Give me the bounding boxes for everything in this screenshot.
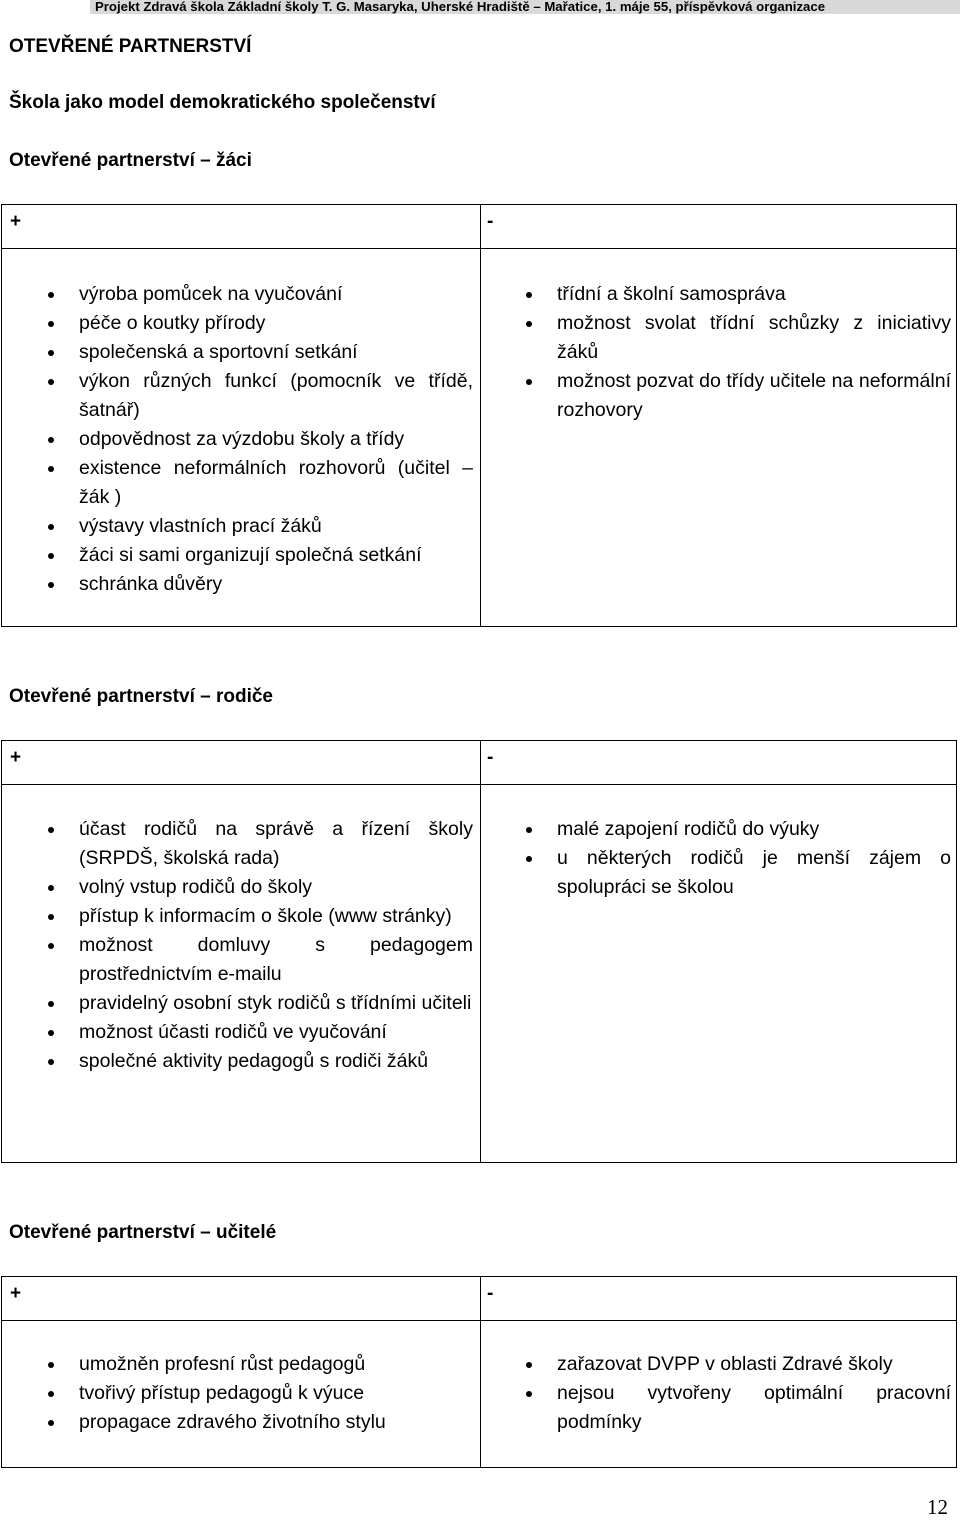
list-item: společenská a sportovní setkání [79, 338, 473, 367]
plus-list-rodice [79, 815, 473, 1076]
list-item: nejsou vytvořeny optimální pracovní podmínky [557, 1379, 951, 1437]
list-item: možnost domluvy s pedagogem prostřednictvím e-mailu [79, 931, 473, 989]
page-number: 12 [927, 1495, 948, 1519]
minus-label: - [487, 211, 494, 232]
minus-list-ucitele [557, 1350, 951, 1437]
list-item: pravidelný osobní styk rodičů s třídními učiteli [79, 989, 473, 1018]
list-item: tvořivý přístup pedagogů k výuce [79, 1379, 473, 1408]
plus-label: + [10, 747, 22, 768]
minus-label: - [487, 1283, 494, 1304]
list-item: schránka důvěry [79, 570, 473, 599]
list-item: umožněn profesní růst pedagogů [79, 1350, 473, 1379]
plus-label: + [10, 1283, 22, 1304]
list-item: výstavy vlastních prací žáků [79, 512, 473, 541]
list-item: možnost svolat třídní schůzky z iniciativy žáků [557, 309, 951, 367]
list-item: žáci si sami organizují společná setkání [79, 541, 473, 570]
minus-list-rodice [557, 815, 951, 902]
plus-list-ucitele [79, 1350, 473, 1437]
list-item: zařazovat DVPP v oblasti Zdravé školy [557, 1350, 951, 1379]
page-title: OTEVŘENÉ PARTNERSTVÍ [9, 36, 252, 57]
list-item: výroba pomůcek na vyučování [79, 280, 473, 309]
list-item: možnost účasti rodičů ve vyučování [79, 1018, 473, 1047]
minus-label: - [487, 747, 494, 768]
plus-list-zaci [79, 280, 473, 599]
list-item: propagace zdravého životního stylu [79, 1408, 473, 1437]
minus-list-zaci [557, 280, 951, 425]
page-subtitle: Škola jako model demokratického společenství [9, 92, 436, 113]
plus-minus-row-zaci [1, 204, 957, 249]
list-item: možnost pozvat do třídy učitele na neformální rozhovory [557, 367, 951, 425]
list-item: přístup k informacím o škole (www stránky) [79, 902, 473, 931]
section-heading-rodice: Otevřené partnerství – rodiče [9, 686, 273, 707]
section-heading-ucitele: Otevřené partnerství – učitelé [9, 1222, 277, 1243]
running-header: Projekt Zdravá škola Základní školy T. G. Masaryka, Uherské Hradiště – Mařatice, 1. máje 55, příspěvková organizace [95, 0, 826, 14]
section-heading-zaci: Otevřené partnerství – žáci [9, 150, 252, 171]
list-item: volný vstup rodičů do školy [79, 873, 473, 902]
list-item: u některých rodičů je menší zájem o spolupráci se školou [557, 844, 951, 902]
list-item: odpovědnost za výzdobu školy a třídy [79, 425, 473, 454]
list-item: existence neformálních rozhovorů (učitel – žák ) [79, 454, 473, 512]
list-item: třídní a školní samospráva [557, 280, 951, 309]
list-item: společné aktivity pedagogů s rodiči žáků [79, 1047, 473, 1076]
list-item: péče o koutky přírody [79, 309, 473, 338]
plus-label: + [10, 211, 22, 232]
plus-minus-row-rodice [1, 740, 957, 785]
plus-minus-row-ucitele [1, 1276, 957, 1321]
list-item: malé zapojení rodičů do výuky [557, 815, 951, 844]
list-item: výkon různých funkcí (pomocník ve třídě, šatnář) [79, 367, 473, 425]
list-item: účast rodičů na správě a řízení školy (SRPDŠ, školská rada) [79, 815, 473, 873]
